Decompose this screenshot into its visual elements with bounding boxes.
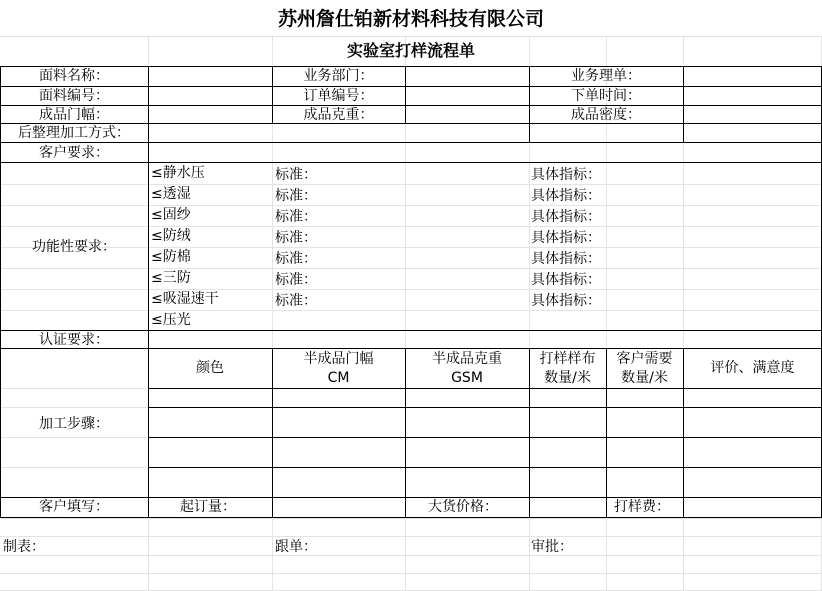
finished-density-label: 成品密度： (571, 107, 641, 123)
finished-weight-label: 成品克重： (303, 107, 374, 123)
grid-line (0, 205, 822, 206)
col-semi-width: 半成品门幅 CM (303, 351, 374, 386)
company-title: 苏州詹仕铂新材料科技有限公司 (277, 8, 544, 30)
table-border (0, 497, 822, 498)
table-border (0, 517, 822, 518)
form-title: 实验室打样流程单 (346, 41, 475, 60)
fabric-name-label: 面料名称： (39, 68, 109, 84)
table-border (148, 467, 822, 468)
table-border (683, 66, 684, 142)
standard-label: 标准： (275, 272, 317, 288)
table-border (148, 66, 149, 518)
grid-line (0, 226, 822, 227)
order-time-label: 下单时间： (571, 88, 641, 104)
finished-width-label: 成品门幅： (39, 107, 109, 123)
functional-requirements-label: 功能性要求： (32, 239, 116, 255)
table-border (0, 162, 822, 163)
order-code-label: 订单编号： (303, 88, 374, 104)
spec-label: 具体指标： (531, 188, 601, 204)
standard-label: 标准： (275, 293, 317, 309)
spec-label: 具体指标： (531, 230, 601, 246)
bulk-price-label: 大货价格： (428, 499, 498, 515)
fabric-code-label: 面料编号： (39, 88, 109, 104)
grid-line (0, 536, 822, 537)
grid-line (0, 36, 822, 37)
certification-label: 认证要求： (39, 332, 109, 348)
col-evaluation: 评价、满意度 (710, 360, 795, 376)
standard-label: 标准： (275, 209, 317, 225)
grid-line (0, 184, 822, 185)
table-border (148, 388, 822, 389)
table-border (0, 348, 822, 349)
processing-steps-label: 加工步骤： (39, 416, 109, 432)
prepared-by-label: 制表： (3, 539, 45, 555)
table-border (0, 86, 822, 87)
functional-item: ≤固纱 (151, 207, 191, 223)
grid-line (0, 573, 822, 574)
functional-item: ≤静水压 (151, 165, 205, 181)
approval-label: 审批： (531, 539, 573, 555)
standard-label: 标准： (275, 230, 317, 246)
grid-line (0, 310, 822, 311)
spec-label: 具体指标： (531, 167, 601, 183)
spec-label: 具体指标： (531, 293, 601, 309)
business-manager-label: 业务理单： (571, 68, 641, 84)
customer-fill-label: 客户填写： (39, 499, 109, 515)
col-color: 颜色 (196, 360, 224, 376)
grid-line (0, 268, 822, 269)
grid-line (0, 289, 822, 290)
table-border (0, 330, 822, 331)
sample-fee-label: 打样费： (614, 499, 670, 515)
spec-label: 具体指标： (531, 251, 601, 267)
col-semi-weight: 半成品克重 GSM (432, 351, 502, 386)
table-border (148, 407, 822, 408)
moq-label: 起订量： (180, 499, 236, 515)
functional-item: ≤防绒 (151, 228, 191, 244)
business-dept-label: 业务部门： (303, 68, 374, 84)
grid-line (0, 518, 822, 519)
standard-label: 标准： (275, 167, 317, 183)
follow-up-label: 跟单： (275, 539, 317, 555)
col-sample-qty: 打样样布 数量/米 (539, 351, 596, 386)
spec-label: 具体指标： (531, 209, 601, 225)
col-customer-qty: 客户需要 数量/米 (616, 351, 673, 386)
customer-requirements-label: 客户要求： (39, 145, 109, 161)
table-border (0, 142, 822, 143)
table-border (0, 123, 822, 124)
standard-label: 标准： (275, 251, 317, 267)
table-border (405, 66, 406, 123)
spec-label: 具体指标： (531, 272, 601, 288)
table-border (0, 105, 822, 106)
functional-item: ≤压光 (151, 312, 191, 328)
functional-item: ≤三防 (151, 270, 191, 286)
finishing-method-label: 后整理加工方式： (18, 125, 130, 141)
functional-item: ≤防棉 (151, 249, 191, 265)
standard-label: 标准： (275, 188, 317, 204)
table-border (0, 66, 822, 67)
grid-line (0, 555, 822, 556)
table-border (148, 437, 822, 438)
functional-item: ≤吸湿速干 (151, 291, 219, 307)
functional-item: ≤透湿 (151, 186, 191, 202)
